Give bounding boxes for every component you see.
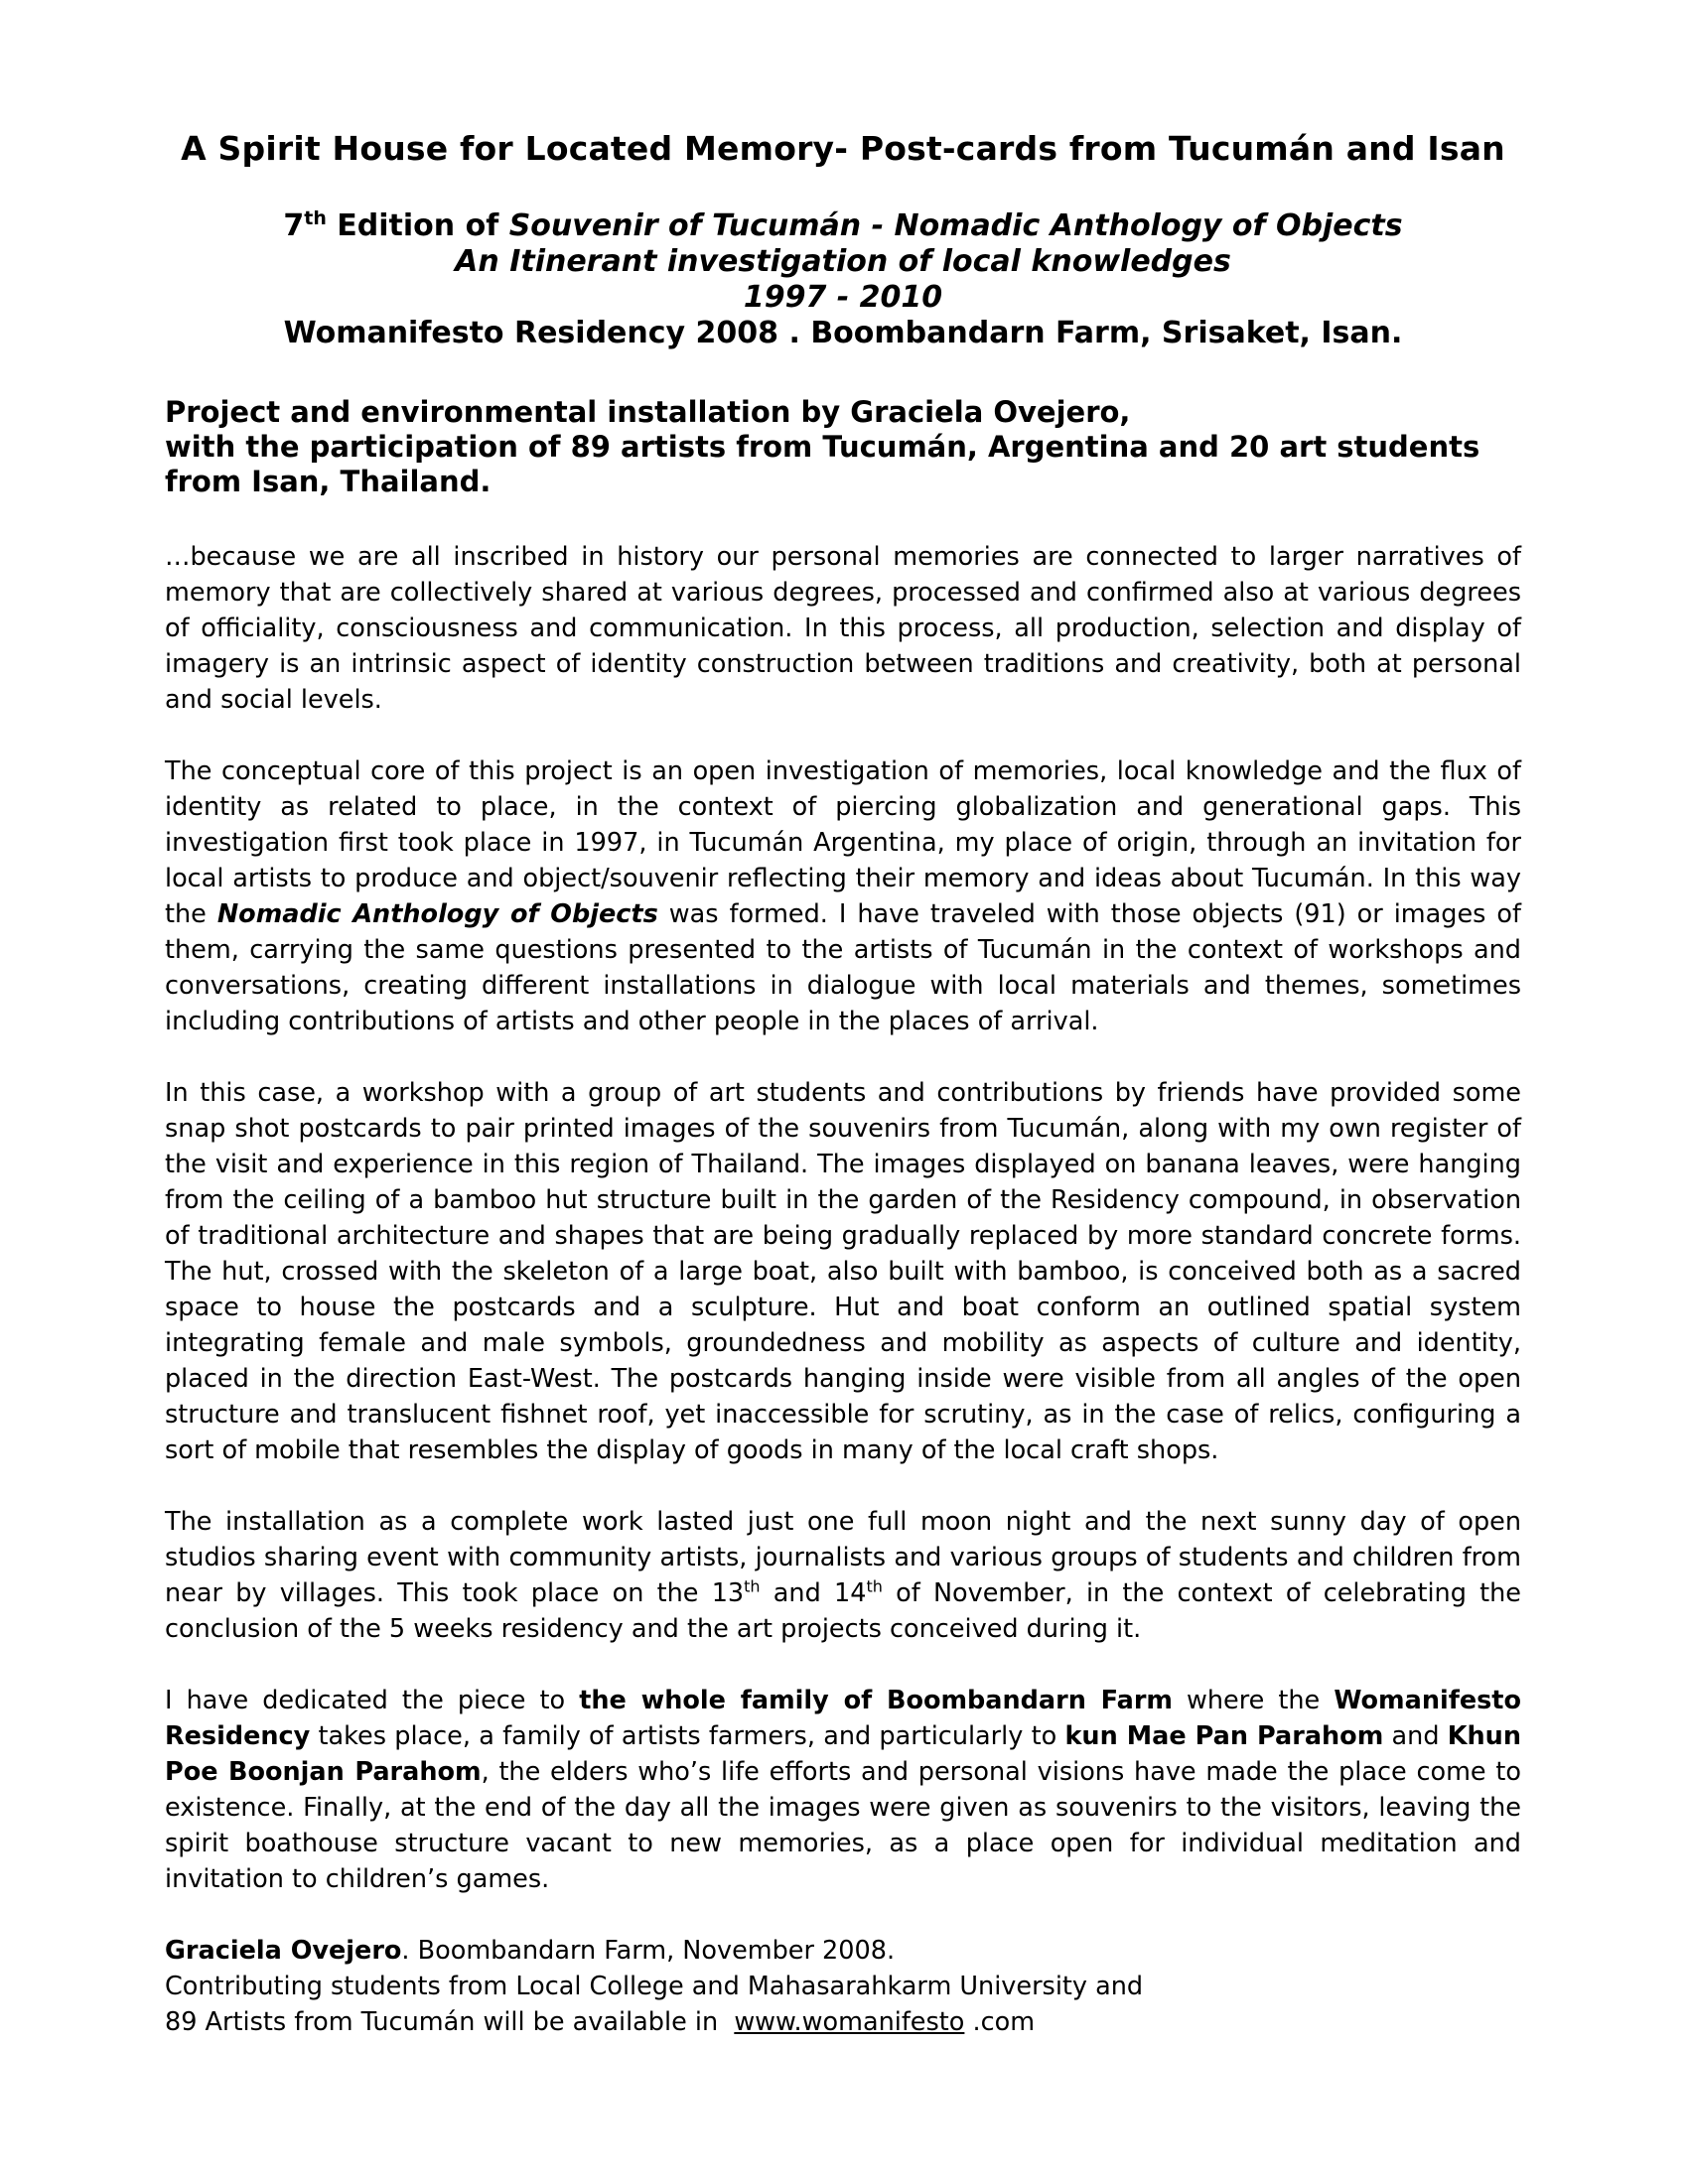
edition-ordinal: th [304,207,327,229]
paragraph-installation: The installation as a complete work lasted just one full moon night and the next sunny day of open studios sharing event with community artists, journalists and various groups of students and children from near by villages. This took place on the 13th and 14th of November, in the context of celebrating the conclusion of the 5 weeks residency and the art projects conceived during it. [165,1507,1521,1644]
paragraph-concept: The conceptual core of this project is an open investigation of memories, local knowledge and the flux of identity as related to place, in the context of piercing globalization and generational gaps. This investigation first took place in 1997, in Tucumán Argentina, my place of origin, through an invitation for local artists to produce and object/souvenir reflecting their memory and ideas about Tucumán. In this way the Nomadic Anthology of Objects was formed. I have traveled with those objects (91) or images of them, carrying the same questions presented to the artists of Tucumán in the context of workshops and conversations, creating different installations in dialogue with local materials and themes, sometimes including contributions of artists and other people in the places of arrival. [165,756,1521,1036]
anthology-title: Nomadic Anthology of Objects [216,899,658,929]
signature-line-2: Contributing students from Local College and Mahasarahkarm University and [165,1972,1144,2001]
author-name: Graciela Ovejero [165,1936,402,1966]
subtitle-block [165,208,1521,351]
edition-number: 7 [283,208,305,243]
document-title: A Spirit House for Located Memory- Post-cards from Tucumán and Isan [181,129,1505,168]
edition-series-name: Souvenir of Tucumán - Nomadic Anthology of Objects [508,208,1403,243]
paragraph-intro: …because we are all inscribed in history our personal memories are connected to larger narratives of memory that are collectively shared at various degrees, processed and confirmed also at various degrees of officiality, consciousness and communication. In this process, all production, selection and display of imagery is an intrinsic aspect of identity construction between traditions and creativity, both at personal and social levels. [165,542,1521,715]
investigation-line: An Itinerant investigation of local knowledges [455,244,1231,279]
paragraph-dedication: I have dedicated the piece to the whole family of Boombandarn Farm where the Womanifesto Residency takes place, a family of artists farmers, and particularly to kun Mae Pan Parahom and Khun Poe Boonjan Parahom, the elders who’s life efforts and personal visions have made the place come to existence. Finally, at the end of the day all the images were given as souvenirs to the visitors, leaving the spirit boathouse structure vacant to new memories, as a place open for individual meditation and invitation to children’s games. [165,1686,1521,1894]
signature-block [165,1933,1521,2040]
credits-block [165,395,1521,499]
edition-line [165,208,1521,244]
edition-prefix: Edition of [326,208,509,243]
website-link[interactable]: www.womanifesto [734,2007,965,2037]
signature-line-3: 89 Artists from Tucumán will be available in www.womanifesto .com [165,2007,1036,2037]
credits-line-1: Project and environmental installation by Graciela Ovejero, [165,395,1131,429]
paragraph-workshop: In this case, a workshop with a group of art students and contributions by friends have provided some snap shot postcards to pair printed images of the souvenirs from Tucumán, along with my own register of the visit and experience in this region of Thailand. The images displayed on banana leaves, were hanging from the ceiling of a bamboo hut structure built in the garden of the Residency compound, in observation of traditional architecture and shapes that are being gradually replaced by more standard concrete forms. The hut, crossed with the skeleton of a large boat, also built with bamboo, is conceived both as a sacred space to house the postcards and a sculpture. Hut and boat conform an outlined spatial system integrating female and male symbols, groundedness and mobility as aspects of culture and identity, placed in the direction East-West. The postcards hanging inside were visible from all angles of the open structure and translucent fishnet roof, yet inaccessible for scrutiny, as in the case of relics, configuring a sort of mobile that resembles the display of goods in many of the local craft shops. [165,1078,1521,1465]
residency-line: Womanifesto Residency 2008 . Boombandarn Farm, Srisaket, Isan. [283,316,1403,350]
document-page [165,129,1521,2040]
credits-line-2: with the participation of 89 artists from Tucumán, Argentina and 20 art students from Isan, Thailand. [165,430,1480,498]
years-line: 1997 - 2010 [743,280,943,315]
signature-line-1: Graciela Ovejero. Boombandarn Farm, November 2008. [165,1936,896,1966]
